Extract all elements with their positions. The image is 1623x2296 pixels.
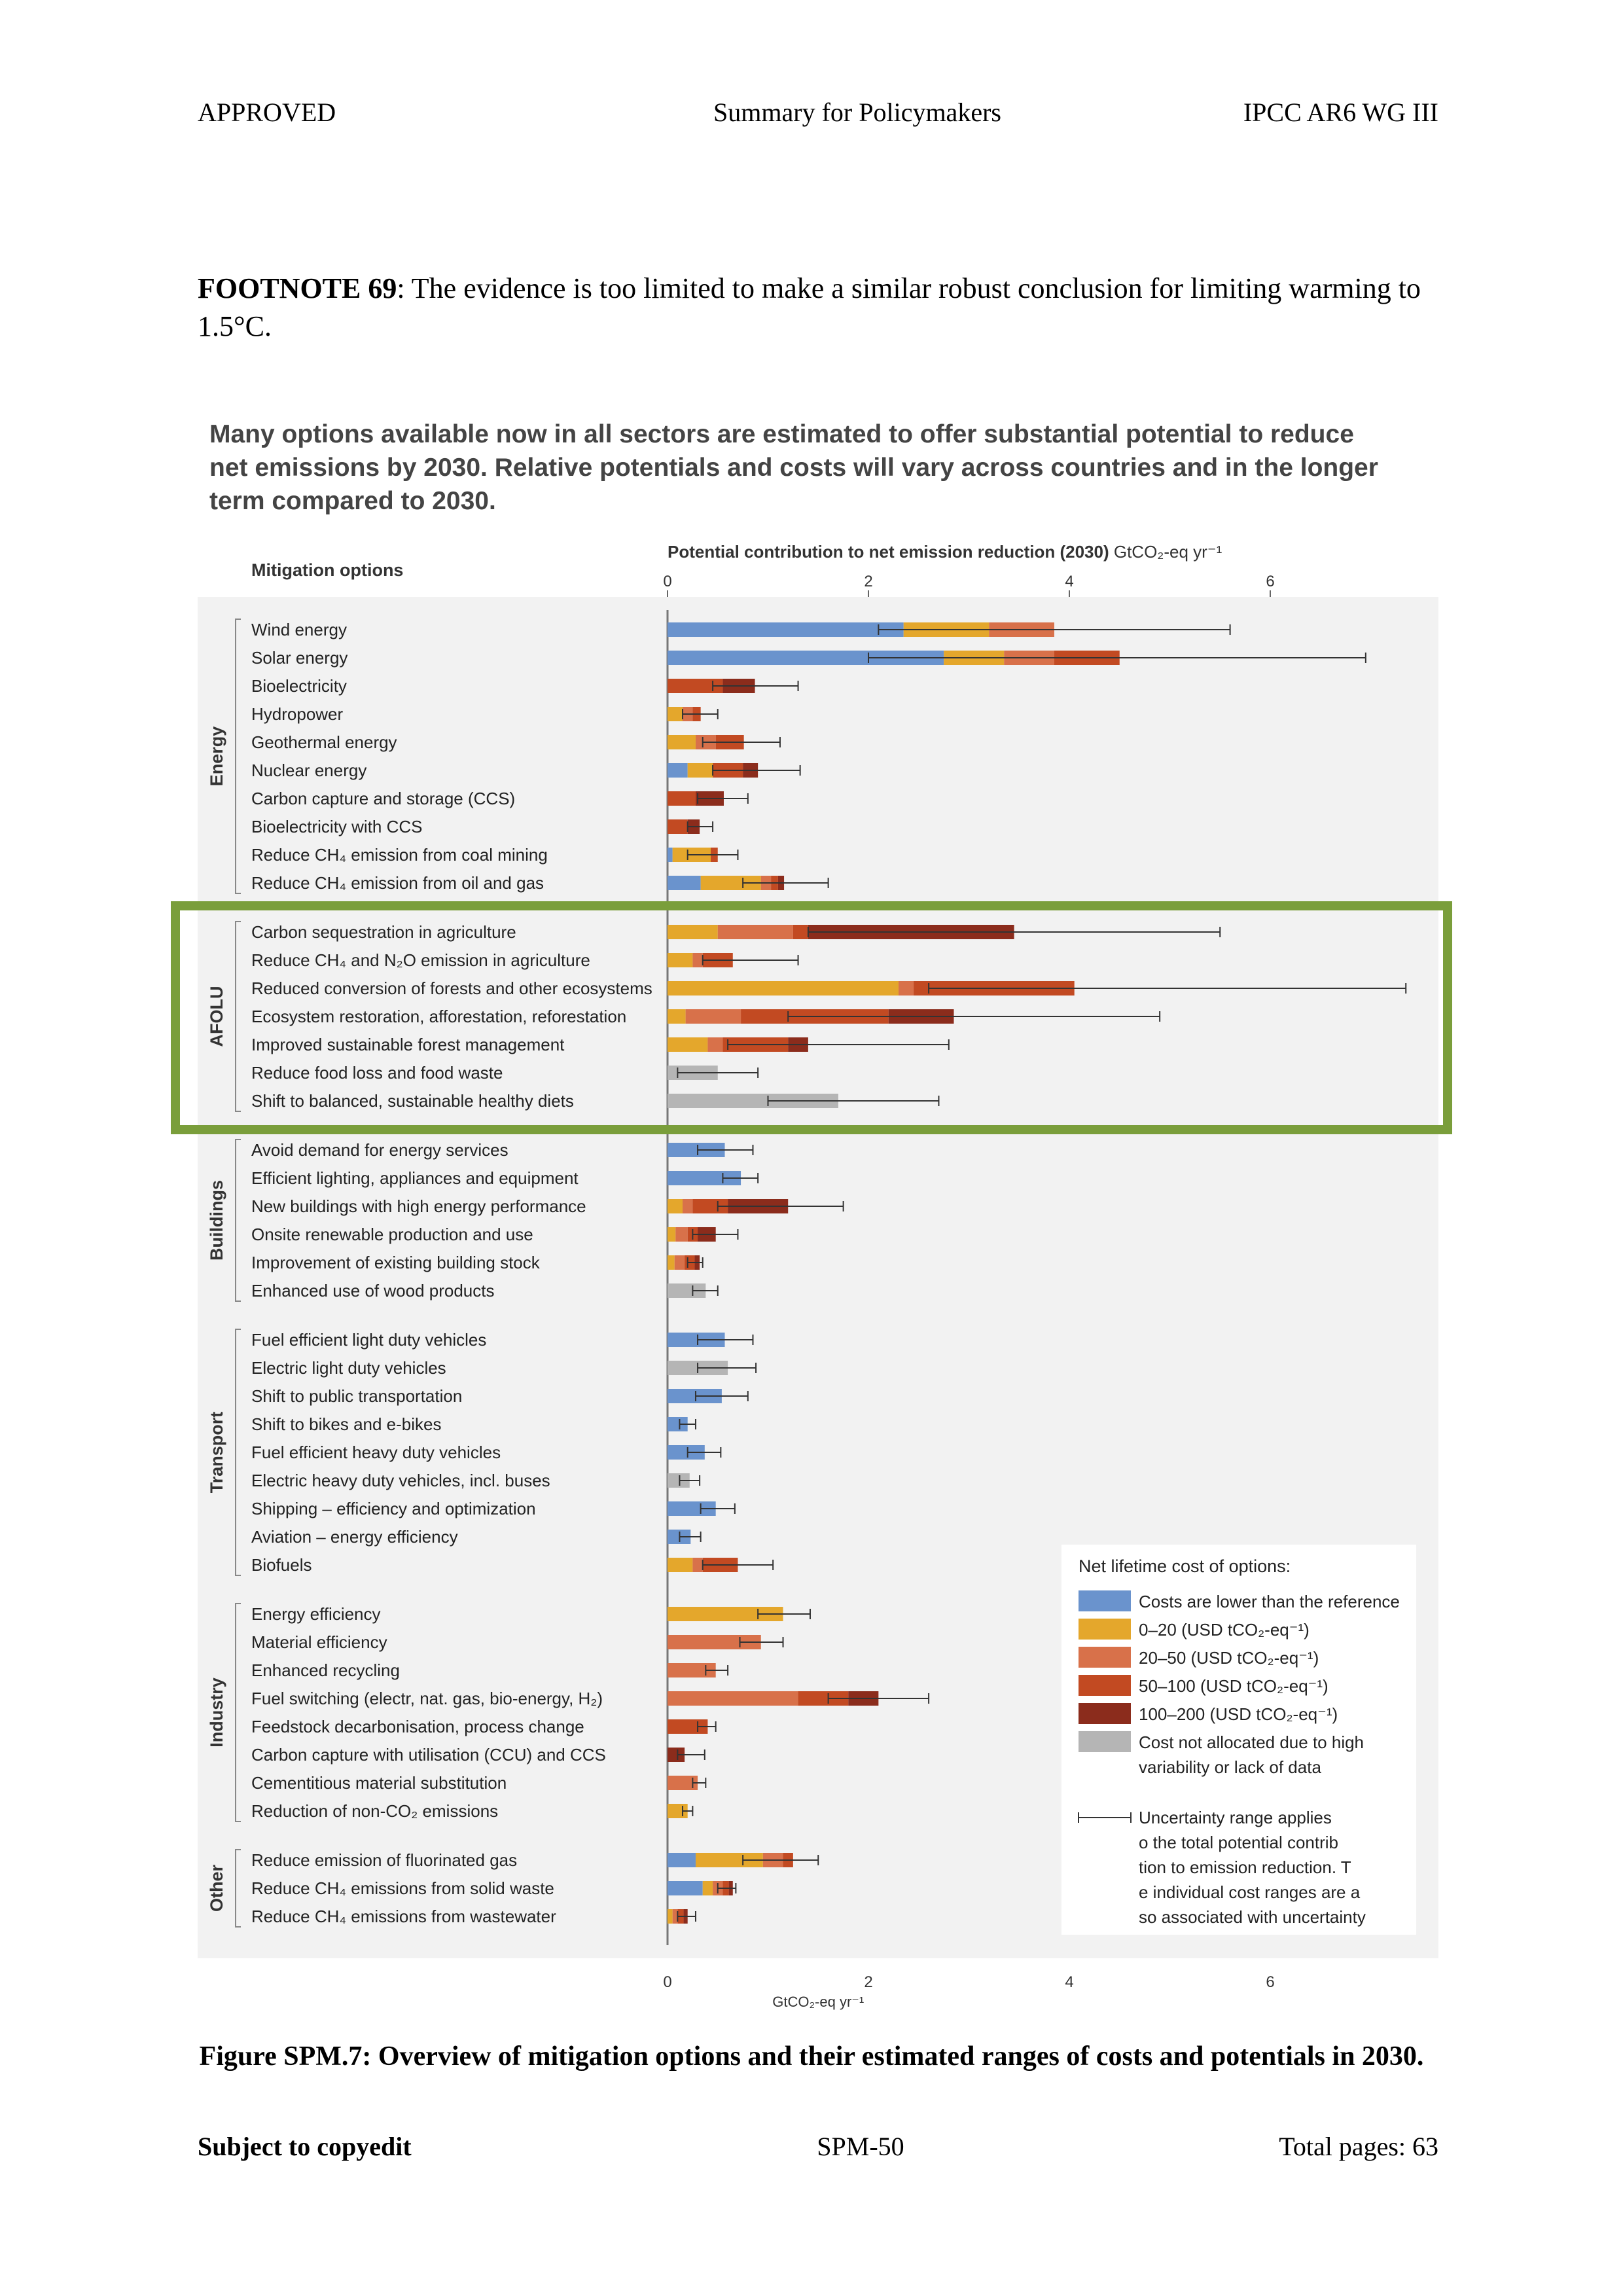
bar-segment-c20_50 <box>686 1009 741 1024</box>
bar-segment-c20_50 <box>668 1691 798 1706</box>
bar-segment-c50_100 <box>668 819 688 834</box>
axis-title: Potential contribution to net emission reduction (2030) GtCO₂-eq yr⁻¹ <box>668 542 1222 562</box>
bar-segment-c0_20 <box>668 1227 675 1242</box>
option-label: Material efficiency <box>251 1632 387 1652</box>
tick-label-top-0: 0 <box>663 573 672 590</box>
legend-label-na-1: Cost not allocated due to high <box>1139 1732 1364 1752</box>
option-label: Reduced conversion of forests and other ecosystems <box>251 978 652 998</box>
header-approved: APPROVED <box>198 98 336 127</box>
bar-segment-c0_20 <box>668 735 696 749</box>
options-header: Mitigation options <box>251 560 404 580</box>
bar-segment-lower <box>668 876 701 890</box>
legend-uncertainty-line-5: so associated with uncertainty <box>1139 1907 1366 1927</box>
bar-segment-lower <box>668 763 688 778</box>
tick-label-bottom-2: 2 <box>864 1973 873 1991</box>
bar-segment-c0_20 <box>668 1037 707 1052</box>
figure-caption: Figure SPM.7: Overview of mitigation options and their estimated ranges of costs and potentials in 2030. <box>199 2041 1424 2072</box>
footnote-text: : The evidence is too limited to make a similar robust conclusion for limiting warming to 1.5°C. <box>198 272 1421 342</box>
bar-segment-c20_50 <box>692 1558 702 1572</box>
footer-copyedit: Subject to copyedit <box>198 2132 412 2161</box>
bar-segment-c20_50 <box>718 925 793 939</box>
option-label: Reduce CH₄ and N₂O emission in agriculture <box>251 950 590 970</box>
bar-segment-lower <box>668 622 904 637</box>
option-label: Shift to balanced, sustainable healthy diets <box>251 1091 574 1111</box>
figure-headline: Many options available now in all sectors are estimated to offer substantial potential to reduce net emissions by 2030. Relative potentials and costs will vary across countries and in the longer term compared to 2030. <box>209 420 1378 515</box>
tick-label-top-4: 4 <box>1065 573 1074 590</box>
option-label: Biofuels <box>251 1555 312 1575</box>
tick-label-bottom-6: 6 <box>1266 1973 1275 1991</box>
option-label: Electric light duty vehicles <box>251 1358 446 1378</box>
footer-page-number: SPM-50 <box>817 2132 904 2161</box>
option-label: Avoid demand for energy services <box>251 1140 508 1160</box>
legend-uncertainty-line-1: Uncertainty range applies <box>1139 1808 1332 1827</box>
option-label: Reduction of non-CO₂ emissions <box>251 1801 499 1821</box>
bar-segment-c20_50 <box>683 1199 692 1213</box>
legend-label-lower: Costs are lower than the reference <box>1139 1592 1400 1611</box>
bar-segment-c0_20 <box>668 1255 675 1270</box>
legend-uncertainty-line-2: o the total potential contrib <box>1139 1833 1338 1852</box>
tick-label-bottom-0: 0 <box>663 1973 672 1991</box>
option-label: Fuel switching (electr, nat. gas, bio-energy, H₂) <box>251 1689 603 1708</box>
group-label-industry: Industry <box>207 1677 226 1748</box>
legend-swatch-c0_20 <box>1079 1619 1131 1640</box>
option-label: Aviation – energy efficiency <box>251 1527 458 1547</box>
tick-label-top-6: 6 <box>1266 573 1275 590</box>
header-report: IPCC AR6 WG III <box>1243 98 1438 127</box>
option-label: Energy efficiency <box>251 1604 381 1624</box>
bar-segment-c20_50 <box>673 1909 678 1924</box>
option-label: Carbon sequestration in agriculture <box>251 922 516 942</box>
group-label-transport: Transport <box>207 1411 226 1494</box>
option-label: Reduce food loss and food waste <box>251 1063 503 1083</box>
bar-segment-c0_20 <box>668 953 692 967</box>
group-label-other: Other <box>207 1864 226 1912</box>
option-label: Bioelectricity with CCS <box>251 817 423 836</box>
bar-segment-c20_50 <box>707 1037 722 1052</box>
legend-uncertainty-line-3: tion to emission reduction. T <box>1139 1857 1351 1877</box>
bar-segment-c0_20 <box>668 707 683 721</box>
bar-segment-c20_50 <box>675 1227 687 1242</box>
legend-swatch-c50_100 <box>1079 1675 1131 1696</box>
bar-segment-lower <box>668 1853 696 1867</box>
option-label: Bioelectricity <box>251 676 347 696</box>
legend-label-c50_100: 50–100 (USD tCO₂-eq⁻¹) <box>1139 1676 1329 1696</box>
legend-label-c0_20: 0–20 (USD tCO₂-eq⁻¹) <box>1139 1620 1310 1640</box>
option-label: Reduce CH₄ emissions from wastewater <box>251 1907 556 1926</box>
bar-segment-c20_50 <box>675 1255 685 1270</box>
bar-segment-c50_100 <box>793 925 808 939</box>
footnote-label: FOOTNOTE 69 <box>198 272 397 304</box>
bar-segment-c0_20 <box>668 1009 686 1024</box>
legend-label-c20_50: 20–50 (USD tCO₂-eq⁻¹) <box>1139 1648 1319 1668</box>
option-label: Hydropower <box>251 704 344 724</box>
option-label: Carbon capture with utilisation (CCU) and CCS <box>251 1745 606 1765</box>
option-label: Enhanced use of wood products <box>251 1281 495 1300</box>
bar-segment-lower <box>668 848 673 862</box>
option-label: Carbon capture and storage (CCS) <box>251 789 516 808</box>
bar-segment-c0_20 <box>703 1881 713 1895</box>
option-label: Reduce emission of fluorinated gas <box>251 1850 518 1870</box>
option-label: Wind energy <box>251 620 347 639</box>
bar-segment-c50_100 <box>668 791 696 806</box>
option-label: Fuel efficient heavy duty vehicles <box>251 1443 501 1462</box>
option-label: Reduce CH₄ emission from coal mining <box>251 845 548 865</box>
bar-segment-c20_50 <box>692 953 702 967</box>
bar-segment-c20_50 <box>899 981 914 996</box>
header-title: Summary for Policymakers <box>713 98 1001 127</box>
option-label: Reduce CH₄ emission from oil and gas <box>251 873 544 893</box>
bar-segment-c0_20 <box>668 1199 683 1213</box>
option-label: Cementitious material substitution <box>251 1773 507 1793</box>
legend-swatch-na <box>1079 1731 1131 1752</box>
legend-swatch-lower <box>1079 1590 1131 1611</box>
legend-label-c100_200: 100–200 (USD tCO₂-eq⁻¹) <box>1139 1704 1338 1724</box>
legend-title: Net lifetime cost of options: <box>1079 1556 1291 1576</box>
group-label-buildings: Buildings <box>207 1180 226 1261</box>
tick-label-bottom-4: 4 <box>1065 1973 1074 1991</box>
option-label: Shift to bikes and e-bikes <box>251 1414 442 1434</box>
option-label: Improvement of existing building stock <box>251 1253 540 1272</box>
bar-segment-c0_20 <box>688 763 713 778</box>
legend-swatch-c100_200 <box>1079 1703 1131 1724</box>
option-label: Electric heavy duty vehicles, incl. buses <box>251 1471 550 1490</box>
group-label-energy: Energy <box>207 726 226 787</box>
option-label: Feedstock decarbonisation, process change <box>251 1717 584 1736</box>
option-label: Nuclear energy <box>251 761 367 780</box>
group-label-afolu: AFOLU <box>207 986 226 1047</box>
footer-total-pages: Total pages: 63 <box>1279 2132 1438 2161</box>
option-label: Shift to public transportation <box>251 1386 463 1406</box>
option-label: Efficient lighting, appliances and equipment <box>251 1168 579 1188</box>
bar-segment-c0_20 <box>668 981 899 996</box>
bar-segment-c0_20 <box>668 925 718 939</box>
option-label: Improved sustainable forest management <box>251 1035 565 1054</box>
x-axis-label: GtCO₂-eq yr⁻¹ <box>772 1994 865 2010</box>
option-label: Geothermal energy <box>251 732 397 752</box>
option-label: Reduce CH₄ emissions from solid waste <box>251 1878 554 1898</box>
legend-swatch-c20_50 <box>1079 1647 1131 1668</box>
tick-label-top-2: 2 <box>864 573 873 590</box>
option-label: Enhanced recycling <box>251 1660 400 1680</box>
option-label: New buildings with high energy performance <box>251 1196 586 1216</box>
option-label: Ecosystem restoration, afforestation, reforestation <box>251 1007 627 1026</box>
legend-uncertainty-line-4: e individual cost ranges are a <box>1139 1882 1361 1902</box>
bar-segment-c0_20 <box>668 1558 692 1572</box>
bar-segment-lower <box>668 1881 703 1895</box>
option-label: Solar energy <box>251 648 348 668</box>
option-label: Onsite renewable production and use <box>251 1225 533 1244</box>
option-label: Shipping – efficiency and optimization <box>251 1499 536 1518</box>
option-label: Fuel efficient light duty vehicles <box>251 1330 487 1350</box>
bar-segment-c0_20 <box>668 1909 673 1924</box>
legend-label-na-2: variability or lack of data <box>1139 1757 1321 1777</box>
